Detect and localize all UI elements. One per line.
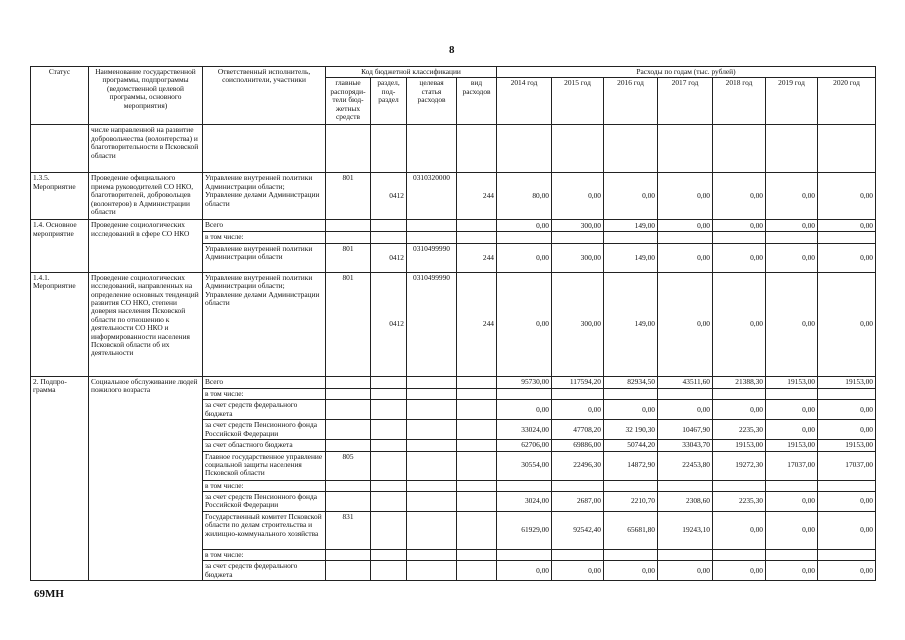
- row-razdel: [371, 400, 407, 420]
- row-grbs: [326, 400, 371, 420]
- row-year-value: [604, 125, 658, 173]
- row-grbs: [326, 561, 371, 581]
- row-year-value: 0,00: [818, 512, 876, 550]
- row-expense-type: [457, 492, 497, 512]
- row-year-value: 0,00: [658, 561, 713, 581]
- row-year-value: 33024,00: [497, 420, 552, 440]
- header-budget-code: Код бюджетной классификации: [326, 67, 497, 78]
- row-year-value: 0,00: [552, 561, 604, 581]
- row-year-value: [818, 480, 876, 491]
- row-year-value: [497, 550, 552, 561]
- row-grbs: [326, 480, 371, 491]
- page-number: 8: [449, 44, 455, 56]
- row-year-value: [604, 480, 658, 491]
- row-year-value: 33043,70: [658, 440, 713, 451]
- row-executor: Главное государственное управление социальной защиты населения Псковской области: [203, 451, 326, 480]
- row-razdel: [371, 440, 407, 451]
- row-year-value: 2235,30: [713, 492, 766, 512]
- row-target-article: [407, 232, 457, 243]
- row-grbs: [326, 232, 371, 243]
- header-vr: вид расходов: [457, 78, 497, 125]
- row-year-value: [766, 125, 818, 173]
- row-year-value: [497, 232, 552, 243]
- row-year-value: 0,00: [552, 173, 604, 220]
- row-expense-type: [457, 232, 497, 243]
- row-target-article: [407, 388, 457, 399]
- header-row: [31, 67, 876, 78]
- row-target-article: [407, 550, 457, 561]
- table-row: [31, 220, 876, 232]
- row-target-article: [407, 561, 457, 581]
- row-year-value: 80,00: [497, 173, 552, 220]
- row-razdel: 0412: [371, 272, 407, 376]
- row-expense-type: [457, 388, 497, 399]
- row-year-value: 0,00: [818, 272, 876, 376]
- row-name: Социальное обслуживание людей пожилого возраста: [89, 376, 203, 581]
- row-expense-type: 244: [457, 243, 497, 272]
- header-year: 2014 год: [497, 78, 552, 125]
- row-executor: в том числе:: [203, 232, 326, 243]
- row-expense-type: [457, 550, 497, 561]
- row-expense-type: 244: [457, 272, 497, 376]
- row-year-value: 0,00: [713, 561, 766, 581]
- row-target-article: [407, 400, 457, 420]
- row-executor: в том числе:: [203, 550, 326, 561]
- row-year-value: 0,00: [658, 173, 713, 220]
- row-razdel: 0412: [371, 173, 407, 220]
- row-year-value: 2308,60: [658, 492, 713, 512]
- row-grbs: [326, 440, 371, 451]
- row-year-value: 0,00: [818, 400, 876, 420]
- row-year-value: 2687,00: [552, 492, 604, 512]
- row-year-value: 0,00: [818, 492, 876, 512]
- budget-table: [30, 66, 876, 581]
- row-year-value: 300,00: [552, 220, 604, 232]
- row-grbs: 801: [326, 272, 371, 376]
- header-year: 2020 год: [818, 78, 876, 125]
- row-year-value: [658, 388, 713, 399]
- row-year-value: [552, 550, 604, 561]
- row-year-value: [604, 550, 658, 561]
- row-year-value: 0,00: [658, 400, 713, 420]
- row-executor: в том числе:: [203, 388, 326, 399]
- row-expense-type: [457, 451, 497, 480]
- row-year-value: 82934,50: [604, 376, 658, 388]
- row-target-article: [407, 451, 457, 480]
- row-year-value: 21388,30: [713, 376, 766, 388]
- row-year-value: 300,00: [552, 243, 604, 272]
- row-grbs: [326, 388, 371, 399]
- row-executor: за счет средств Пенсионного фонда Российской Федерации: [203, 492, 326, 512]
- row-expense-type: [457, 480, 497, 491]
- row-status: [31, 125, 89, 173]
- row-year-value: 19153,00: [818, 376, 876, 388]
- row-status: 1.4.1. Мероприятие: [31, 272, 89, 376]
- header-year: 2019 год: [766, 78, 818, 125]
- row-grbs: [326, 550, 371, 561]
- document-code: 69МН: [34, 588, 64, 600]
- table-row: [31, 125, 876, 173]
- row-executor: за счет областного бюджета: [203, 440, 326, 451]
- row-year-value: 0,00: [713, 173, 766, 220]
- row-razdel: [371, 232, 407, 243]
- row-year-value: [497, 125, 552, 173]
- row-year-value: 0,00: [766, 220, 818, 232]
- row-year-value: 0,00: [713, 400, 766, 420]
- row-year-value: 2210,70: [604, 492, 658, 512]
- row-target-article: [407, 480, 457, 491]
- row-executor: за счет средств федерального бюджета: [203, 400, 326, 420]
- row-year-value: 3024,00: [497, 492, 552, 512]
- row-year-value: 0,00: [658, 272, 713, 376]
- row-name: Проведение социологических исследований в сфере СО НКО: [89, 220, 203, 272]
- row-year-value: 0,00: [552, 400, 604, 420]
- row-year-value: 0,00: [818, 243, 876, 272]
- row-status: 1.4. Основное мероприятие: [31, 220, 89, 272]
- row-executor: Управление внутренней политики Администрации области; Управление делами Администрации области: [203, 272, 326, 376]
- row-year-value: [713, 388, 766, 399]
- row-year-value: 69886,00: [552, 440, 604, 451]
- row-year-value: 0,00: [818, 220, 876, 232]
- row-year-value: 0,00: [604, 561, 658, 581]
- row-year-value: 30554,00: [497, 451, 552, 480]
- row-expense-type: [457, 400, 497, 420]
- row-razdel: [371, 420, 407, 440]
- row-executor: Управление внутренней политики Администрации области: [203, 243, 326, 272]
- row-executor: в том числе:: [203, 480, 326, 491]
- row-grbs: [326, 376, 371, 388]
- row-year-value: 17037,00: [766, 451, 818, 480]
- row-year-value: 62706,00: [497, 440, 552, 451]
- row-razdel: [371, 388, 407, 399]
- row-year-value: 149,00: [604, 243, 658, 272]
- row-year-value: [497, 388, 552, 399]
- row-target-article: 0310499990: [407, 243, 457, 272]
- row-executor: за счет средств Пенсионного фонда Российской Федерации: [203, 420, 326, 440]
- row-name: числе направленной на развитие добровольчества (волонтерства) и благотворительности в Псковской области: [89, 125, 203, 173]
- row-year-value: [497, 480, 552, 491]
- row-year-value: 0,00: [766, 512, 818, 550]
- row-year-value: 0,00: [766, 173, 818, 220]
- row-year-value: 65681,80: [604, 512, 658, 550]
- row-razdel: [371, 480, 407, 491]
- row-year-value: [658, 125, 713, 173]
- row-year-value: [818, 232, 876, 243]
- row-year-value: [818, 550, 876, 561]
- row-year-value: 0,00: [713, 243, 766, 272]
- row-year-value: 19243,10: [658, 512, 713, 550]
- row-year-value: [766, 388, 818, 399]
- row-year-value: [713, 480, 766, 491]
- row-year-value: [766, 550, 818, 561]
- row-expense-type: [457, 440, 497, 451]
- row-executor: Управление внутренней политики Администрации области; Управление делами Администрации области: [203, 173, 326, 220]
- row-year-value: 0,00: [497, 272, 552, 376]
- row-target-article: [407, 125, 457, 173]
- row-razdel: [371, 220, 407, 232]
- row-razdel: [371, 561, 407, 581]
- row-year-value: 19153,00: [766, 376, 818, 388]
- header-status: Статус: [31, 67, 89, 125]
- row-year-value: [604, 388, 658, 399]
- row-year-value: 0,00: [497, 400, 552, 420]
- row-year-value: [658, 480, 713, 491]
- row-status: 1.3.5. Мероприятие: [31, 173, 89, 220]
- row-target-article: [407, 376, 457, 388]
- row-executor: за счет средств федерального бюджета: [203, 561, 326, 581]
- row-year-value: [713, 232, 766, 243]
- row-year-value: 0,00: [766, 561, 818, 581]
- row-grbs: 801: [326, 243, 371, 272]
- header-executor: Ответственный исполнитель, соисполнители, участники: [203, 67, 326, 125]
- row-year-value: 19153,00: [818, 440, 876, 451]
- row-target-article: [407, 220, 457, 232]
- row-status: 2. Подпро-грамма: [31, 376, 89, 581]
- row-executor: Государственный комитет Псковской области по делам строительства и жилищно-коммунального хозяйства: [203, 512, 326, 550]
- row-year-value: 2235,30: [713, 420, 766, 440]
- row-grbs: [326, 125, 371, 173]
- row-target-article: [407, 492, 457, 512]
- row-year-value: 0,00: [766, 243, 818, 272]
- row-year-value: 19153,00: [713, 440, 766, 451]
- row-year-value: 0,00: [818, 561, 876, 581]
- row-razdel: [371, 550, 407, 561]
- row-year-value: 19272,30: [713, 451, 766, 480]
- row-razdel: [371, 512, 407, 550]
- row-year-value: 117594,20: [552, 376, 604, 388]
- row-year-value: [658, 232, 713, 243]
- row-name: Проведение социологических исследований, направленных на определение основных тенденций развития СО НКО, степени доверия населения Псковской области по отношению к деятельности СО НКО и информированности населения Псковской области об их деятельности: [89, 272, 203, 376]
- row-year-value: 17037,00: [818, 451, 876, 480]
- row-year-value: [766, 232, 818, 243]
- row-year-value: [818, 388, 876, 399]
- row-year-value: 0,00: [818, 173, 876, 220]
- row-target-article: [407, 440, 457, 451]
- row-year-value: [818, 125, 876, 173]
- row-year-value: 19153,00: [766, 440, 818, 451]
- row-year-value: 0,00: [766, 272, 818, 376]
- row-year-value: 95730,00: [497, 376, 552, 388]
- row-year-value: 0,00: [658, 220, 713, 232]
- row-executor: Всего: [203, 220, 326, 232]
- row-executor: Всего: [203, 376, 326, 388]
- row-year-value: [552, 125, 604, 173]
- row-year-value: 149,00: [604, 272, 658, 376]
- row-year-value: [713, 125, 766, 173]
- row-target-article: [407, 420, 457, 440]
- row-expense-type: [457, 512, 497, 550]
- row-year-value: 0,00: [658, 243, 713, 272]
- row-year-value: 0,00: [713, 512, 766, 550]
- row-year-value: 50744,20: [604, 440, 658, 451]
- header-expenses: Расходы по годам (тыс. рублей): [497, 67, 876, 78]
- row-razdel: [371, 492, 407, 512]
- row-year-value: 10467,90: [658, 420, 713, 440]
- row-year-value: [552, 232, 604, 243]
- row-target-article: [407, 512, 457, 550]
- header-grbs: главные распоряди-тели бюд-жетных средств: [326, 78, 371, 125]
- row-grbs: 831: [326, 512, 371, 550]
- row-year-value: 0,00: [497, 561, 552, 581]
- row-year-value: 61929,00: [497, 512, 552, 550]
- row-year-value: 0,00: [713, 220, 766, 232]
- header-name: Наименование государственной программы, подпрограммы (ведомственной целевой программы, основного мероприятия): [89, 67, 203, 125]
- row-grbs: 805: [326, 451, 371, 480]
- row-year-value: 43511,60: [658, 376, 713, 388]
- row-year-value: 0,00: [604, 400, 658, 420]
- row-razdel: 0412: [371, 243, 407, 272]
- header-year: 2018 год: [713, 78, 766, 125]
- row-year-value: [658, 550, 713, 561]
- row-year-value: 47708,20: [552, 420, 604, 440]
- row-target-article: 0310499990: [407, 272, 457, 376]
- row-year-value: 0,00: [713, 272, 766, 376]
- row-expense-type: 244: [457, 173, 497, 220]
- row-year-value: 0,00: [766, 420, 818, 440]
- row-year-value: 14872,90: [604, 451, 658, 480]
- row-year-value: [552, 480, 604, 491]
- row-year-value: 0,00: [766, 492, 818, 512]
- row-year-value: 22453,80: [658, 451, 713, 480]
- row-razdel: [371, 451, 407, 480]
- row-year-value: 300,00: [552, 272, 604, 376]
- row-year-value: [552, 388, 604, 399]
- table-row: [31, 173, 876, 220]
- row-year-value: 0,00: [818, 420, 876, 440]
- row-expense-type: [457, 125, 497, 173]
- row-razdel: [371, 376, 407, 388]
- row-year-value: 0,00: [497, 220, 552, 232]
- row-year-value: [604, 232, 658, 243]
- row-grbs: [326, 220, 371, 232]
- row-name: Проведение официального приема руководителей СО НКО, благотворителей, добровольцев (волонтеров) в Администрации области: [89, 173, 203, 220]
- row-year-value: 22496,30: [552, 451, 604, 480]
- header-razdel: раздел, под-раздел: [371, 78, 407, 125]
- row-grbs: [326, 420, 371, 440]
- row-year-value: [713, 550, 766, 561]
- header-year: 2016 год: [604, 78, 658, 125]
- row-grbs: [326, 492, 371, 512]
- row-razdel: [371, 125, 407, 173]
- row-year-value: 0,00: [497, 243, 552, 272]
- row-year-value: 32 190,30: [604, 420, 658, 440]
- row-year-value: 0,00: [604, 173, 658, 220]
- header-year: 2015 год: [552, 78, 604, 125]
- row-expense-type: [457, 220, 497, 232]
- row-executor: [203, 125, 326, 173]
- row-year-value: [766, 480, 818, 491]
- header-year: 2017 год: [658, 78, 713, 125]
- row-grbs: 801: [326, 173, 371, 220]
- table-row: [31, 272, 876, 376]
- row-target-article: 0310320000: [407, 173, 457, 220]
- row-year-value: 149,00: [604, 220, 658, 232]
- row-expense-type: [457, 376, 497, 388]
- header-cs: целевая статья расходов: [407, 78, 457, 125]
- row-year-value: 92542,40: [552, 512, 604, 550]
- row-expense-type: [457, 561, 497, 581]
- row-year-value: 0,00: [766, 400, 818, 420]
- table-row: [31, 376, 876, 388]
- row-expense-type: [457, 420, 497, 440]
